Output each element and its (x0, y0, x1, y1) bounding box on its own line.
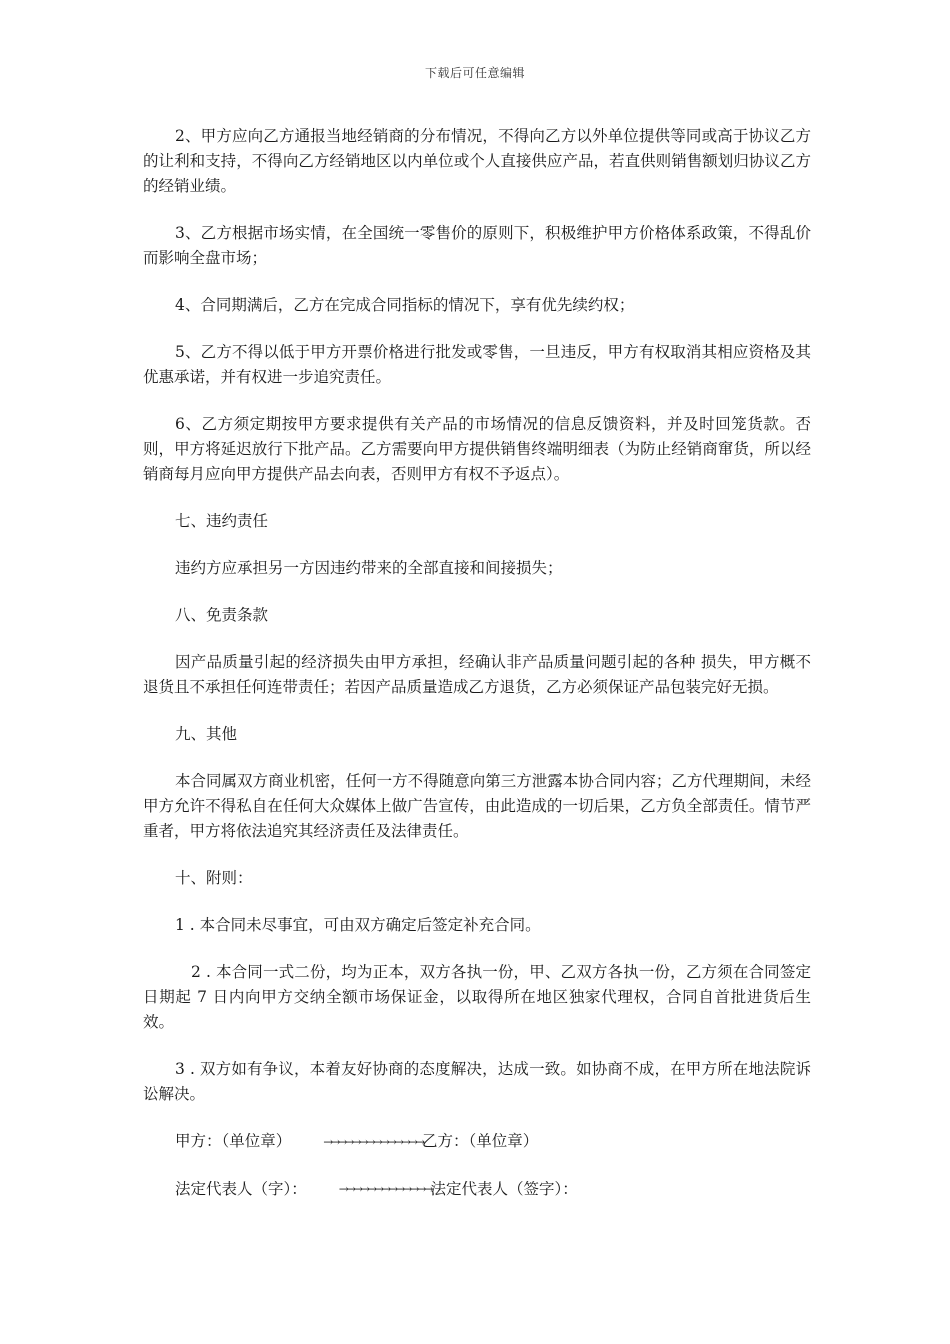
section-8-body: 因产品质量引起的经济损失由甲方承担，经确认非产品质量问题引起的各种 损失，甲方概不退货且不承担任何连带责任；若因产品质量造成乙方退货，乙方必须保证产品包装完好无损。 (143, 653, 811, 696)
section-10-item-1: 1 . 本合同未尽事宜，可由双方确定后签定补充合同。 (175, 916, 541, 934)
header-note: 下载后可任意编辑 (424, 66, 525, 80)
section-7-title: 七、违约责任 (175, 512, 269, 530)
rep-b-label: 法定代表人（签字）： (430, 1179, 578, 1198)
section-7-body: 违约方应承担另一方因违约带来的全部直接和间接损失； (175, 559, 563, 577)
fill-arrows: →→→→→→→→→→→→→→ (323, 1134, 423, 1149)
party-a-label: 甲方：（单位章） (175, 1132, 292, 1150)
fill-arrows: →→→→→→→→→→→→→ (338, 1182, 431, 1196)
clause-5: 5、乙方不得以低于甲方开票价格进行批发或零售，一旦违反，甲方有权取消其相应资格及其优惠承诺，并有权进一步追究责任。 (143, 343, 811, 386)
clause-6: 6、乙方须定期按甲方要求提供有关产品的市场情况的信息反馈资料，并及时回笼货款。否则，甲方将延迟放行下批产品。乙方需要向甲方提供销售终端明细表（为防止经销商窜货，所以经销商每月应向甲方提供产品去向表，否则甲方有权不予返点）。 (143, 415, 811, 483)
section-8-title: 八、免责条款 (175, 606, 269, 624)
signature-rep-line (143, 1177, 811, 1203)
section-10-title: 十、附则： (175, 869, 253, 887)
section-10-item-2: 2 . 本合同一式二份，均为正本，双方各执一份，甲、乙双方各执一份，乙方须在合同签定日期起 7 日内向甲方交纳全额市场保证金，以取得所在地区独家代理权，合同自首批进货后生效。 (143, 963, 811, 1031)
party-b-label: 乙方：（单位章） (422, 1132, 539, 1150)
section-9-title: 九、其他 (175, 725, 238, 743)
section-9-body: 本合同属双方商业机密，任何一方不得随意向第三方泄露本协合同内容；乙方代理期间，未经甲方允许不得私自在任何大众媒体上做广告宣传，由此造成的一切后果，乙方负全部责任。情节严重者，甲方将依法追究其经济责任及法律责任。 (143, 772, 811, 840)
signature-party-line (143, 1129, 811, 1155)
rep-a-label: 法定代表人（字）： (175, 1179, 307, 1198)
section-10-item-3: 3 . 双方如有争议，本着友好协商的态度解决，达成一致。如协商不成，在甲方所在地法院诉讼解决。 (143, 1060, 811, 1103)
clause-3: 3、乙方根据市场实情，在全国统一零售价的原则下，积极维护甲方价格体系政策，不得乱价而影响全盘市场； (143, 224, 811, 267)
clause-2: 2、甲方应向乙方通报当地经销商的分布情况，不得向乙方以外单位提供等同或高于协议乙方的让利和支持，不得向乙方经销地区以内单位或个人直接供应产品，若直供则销售额划归协议乙方的经销业绩。 (143, 127, 811, 195)
contract-body (143, 124, 811, 1224)
clause-4: 4、合同期满后，乙方在完成合同指标的情况下，享有优先续约权； (175, 296, 635, 314)
